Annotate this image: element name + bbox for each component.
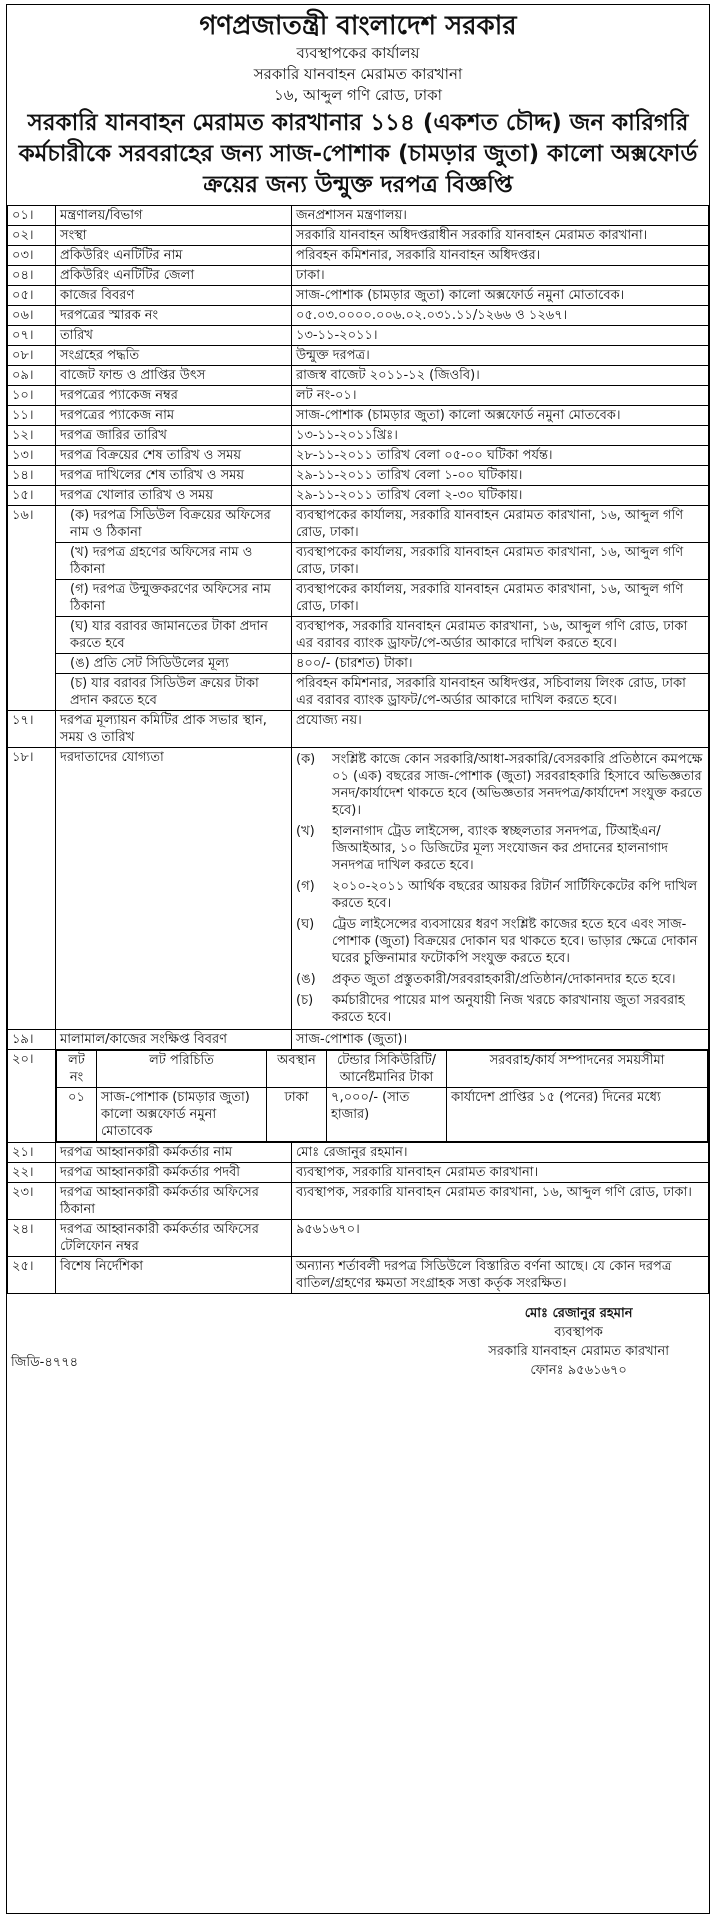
qualification-item [296, 969, 704, 990]
row-serial: ০১। [8, 206, 56, 226]
signatory-org: সরকারি যানবাহন মেরামত কারখানা [488, 1344, 669, 1359]
row-label: বাজেট ফান্ড ও প্রাপ্তির উৎস [56, 366, 292, 386]
govt-title: গণপ্রজাতন্ত্রী বাংলাদেশ সরকার [199, 11, 517, 41]
row-serial: ২২। [8, 1163, 56, 1183]
table-row [8, 1143, 709, 1163]
row-value: ব্যবস্থাপক, সরকারি যানবাহন মেরামত কারখানা, ১৬, আব্দুল গণি রোড, ঢাকা এর বরাবর ব্যাংক ড্রাফট/পে-অর্ডার আকারে দাখিল করতে হবে। [292, 617, 709, 654]
item-text: হালনাগাদ ট্রেড লাইসেন্স, ব্যাংক স্বচ্ছলতার সনদপত্র, টিআইএন/জিআইআর, ১০ ডিজিটের মূল্য সংযোজন কর প্রদানের হালনাগাদ সনদপত্র দাখিল করতে হবে। [332, 824, 668, 873]
row-value: ০৫.০৩.০০০০.০০৬.০২.০৩১.১১/১২৬৬ ও ১২৬৭। [292, 306, 709, 326]
row-label: দরপত্র আহ্বানকারী কর্মকর্তার পদবী [56, 1163, 292, 1183]
lot-header: টেন্ডার সিকিউরিটি/ আর্নেষ্টমানির টাকা [327, 1051, 447, 1088]
office-name: ব্যবস্থাপকের কার্যালয় [296, 44, 420, 62]
lot-header: অবস্থান [267, 1051, 327, 1088]
table-row [8, 1163, 709, 1183]
lot-header: সরবরাহ/কার্য সম্পাদনের সময়সীমা [447, 1051, 708, 1088]
tender-notice [6, 4, 710, 1914]
row-value: লট নং-০১। [292, 386, 709, 406]
row-label: মালামাল/কাজের সংক্ষিপ্ত বিবরণ [56, 1030, 292, 1050]
row-serial: ০৯। [8, 366, 56, 386]
lot-header-row [57, 1051, 708, 1088]
signatory-phone: ফোনঃ ৯৫৬১৬৭০ [530, 1363, 627, 1378]
row-serial: ১০। [8, 386, 56, 406]
row-value: রাজস্ব বাজেট ২০১১-১২ (জিওবি)। [292, 366, 709, 386]
row-serial: ০৮। [8, 346, 56, 366]
row-serial: ০৪। [8, 266, 56, 286]
lot-cell-value: ০১ [57, 1088, 97, 1142]
row-value: ২৯-১১-২০১১ তারিখ বেলা ১-০০ ঘটিকায়। [292, 466, 709, 486]
row-label: তারিখ [56, 326, 292, 346]
row-label: সংগ্রহের পদ্ধতি [56, 346, 292, 366]
row-label: দরপত্র জারির তারিখ [56, 426, 292, 446]
row-serial: ২৫। [8, 1257, 56, 1294]
row-serial: ০৬। [8, 306, 56, 326]
item-mark: (ঙ) [296, 972, 316, 987]
row-serial: ১৩। [8, 446, 56, 466]
item-mark: (খ) [296, 824, 315, 839]
table-row [8, 326, 709, 346]
row-value: উন্মুক্ত দরপত্র। [292, 346, 709, 366]
item-mark: (চ) [296, 993, 314, 1008]
signatory-title: ব্যবস্থাপক [554, 1325, 603, 1340]
row-value: ১৩-১১-২০১১। [292, 326, 709, 346]
row-label: দরপত্র দাখিলের শেষ তারিখ ও সময় [56, 466, 292, 486]
table-row-20 [8, 1050, 709, 1143]
table-row [8, 286, 709, 306]
row-label: (ক) দরপত্র সিডিউল বিক্রয়ের অফিসের নাম ও ঠিকানা [56, 506, 292, 543]
row-label: (গ) দরপত্র উন্মুক্তকরণের অফিসের নাম ঠিকানা [56, 580, 292, 617]
row-value: ব্যবস্থাপক, সরকারি যানবাহন মেরামত কারখানা। [292, 1163, 709, 1183]
row-label: দরপত্র আহ্বানকারী কর্মকর্তার অফিসের ঠিকানা [56, 1183, 292, 1220]
row-value: জনপ্রশাসন মন্ত্রণালয়। [292, 206, 709, 226]
row-label: দরপত্র আহ্বানকারী কর্মকর্তার নাম [56, 1143, 292, 1163]
table-row-16-item [8, 580, 709, 617]
row-value: পরিবহন কমিশনার, সরকারি যানবাহন অধিদপ্তর। [292, 246, 709, 266]
table-row [8, 386, 709, 406]
lot-header: লট নং [57, 1051, 97, 1088]
row-value: প্রযোজ্য নয়। [292, 711, 709, 748]
table-row-16-item [8, 654, 709, 674]
row-value: ৪০০/- (চারশত) টাকা। [292, 654, 709, 674]
table-row [8, 366, 709, 386]
row-label: দরপত্রের প্যাকেজ নাম [56, 406, 292, 426]
row-label: কাজের বিবরণ [56, 286, 292, 306]
tender-table [7, 205, 709, 1294]
row-value: সরকারি যানবাহন অধিদপ্তরাধীন সরকারি যানবাহন মেরামত কারখানা। [292, 226, 709, 246]
table-row-16-item [8, 674, 709, 711]
item-mark: (ক) [296, 752, 316, 767]
item-text: প্রকৃত জুতা প্রস্তুতকারী/সরবরাহকারী/প্রতিষ্ঠান/দোকানদার হতে হবে। [332, 972, 676, 987]
row-label: মন্ত্রণালয়/বিভাগ [56, 206, 292, 226]
row-serial: ০৫। [8, 286, 56, 306]
row-serial: ১৫। [8, 486, 56, 506]
row-value: ২৮-১১-২০১১ তারিখ বেলা ০৫-০০ ঘটিকা পর্যন্ত। [292, 446, 709, 466]
item-mark: (গ) [296, 879, 315, 894]
row-serial: ২০। [8, 1050, 56, 1143]
row-serial: ১৬। [8, 506, 56, 711]
org-name: সরকারি যানবাহন মেরামত কারখানা [253, 65, 463, 83]
row-serial: ১৯। [8, 1030, 56, 1050]
row-label: (খ) দরপত্র গ্রহণের অফিসের নাম ও ঠিকানা [56, 543, 292, 580]
row-label: (ঙ) প্রতি সেট সিডিউলের মূল্য [56, 654, 292, 674]
signatory-name: মোঃ রেজানুর রহমান [524, 1306, 633, 1321]
row-serial: ১৮। [8, 748, 56, 1030]
row-value: সাজ-পোশাক (চামড়ার জুতা) কালো অক্সফোর্ড নমুনা মোতবেক। [292, 406, 709, 426]
table-row [8, 711, 709, 748]
row-serial: ২১। [8, 1143, 56, 1163]
row-serial: ০৭। [8, 326, 56, 346]
row-value: ব্যবস্থাপক, সরকারি যানবাহন মেরামত কারখানা, ১৬, আব্দুল গণি রোড, ঢাকা। [292, 1183, 709, 1220]
table-row-16-item [8, 506, 709, 543]
table-row [8, 1257, 709, 1294]
row-label: বিশেষ নির্দেশিকা [56, 1257, 292, 1294]
row-label: (চ) যার বরাবর সিডিউল ক্রয়ের টাকা প্রদান করতে হবে [56, 674, 292, 711]
table-row [8, 1183, 709, 1220]
table-row [8, 206, 709, 226]
row-label: দরপত্র আহ্বানকারী কর্মকর্তার অফিসের টেলিফোন নম্বর [56, 1220, 292, 1257]
lot-table [56, 1050, 708, 1142]
signature-block [7, 1294, 709, 1380]
table-row [8, 246, 709, 266]
lot-cell-value: কার্যাদেশ প্রাপ্তির ১৫ (পনের) দিনের মধ্যে [447, 1088, 708, 1142]
row-label: দরপত্রের স্মারক নং [56, 306, 292, 326]
item-mark: (ঘ) [296, 917, 315, 932]
item-text: সংশ্লিষ্ট কাজে কোন সরকারি/আধা-সরকারি/বেসরকারি প্রতিষ্ঠানে কমপক্ষে ০১ (এক) বছরের সাজ-পোশাক (জুতা) সরবরাহকারি হিসাবে অভিজ্ঞতার সনদ/কার্যাদেশ থাকতে হবে (অভিজ্ঞতার সনদপত্র/কার্যাদেশ সংযুক্ত করতে হবে)। [332, 752, 703, 818]
row-value: ব্যবস্থাপকের কার্যালয়, সরকারি যানবাহন মেরামত কারখানা, ১৬, আব্দুল গণি রোড, ঢাকা। [292, 543, 709, 580]
qualification-list [292, 748, 709, 1030]
row-label: প্রকিউরিং এনটিটির জেলা [56, 266, 292, 286]
row-value: সাজ-পোশাক (জুতা)। [292, 1030, 709, 1050]
org-address: ১৬, আব্দুল গণি রোড, ঢাকা [274, 86, 442, 104]
row-label: প্রকিউরিং এনটিটির নাম [56, 246, 292, 266]
table-row [8, 346, 709, 366]
row-label: দরদাতাদের যোগ্যতা [56, 748, 292, 1030]
lot-cell [56, 1050, 709, 1143]
table-row [8, 486, 709, 506]
lot-data-row [57, 1088, 708, 1142]
table-row [8, 1220, 709, 1257]
row-label: সংস্থা [56, 226, 292, 246]
row-serial: ০২। [8, 226, 56, 246]
qualification-item [296, 876, 704, 914]
table-row [8, 1030, 709, 1050]
table-row [8, 306, 709, 326]
qualification-item [296, 914, 704, 969]
row-label: দরপত্র মূল্যায়ন কমিটির প্রাক সভার স্থান, সময় ও তারিখ [56, 711, 292, 748]
table-row-16-item [8, 543, 709, 580]
row-value: ১৩-১১-২০১১খ্রিঃ। [292, 426, 709, 446]
row-label: দরপত্র বিক্রয়ের শেষ তারিখ ও সময় [56, 446, 292, 466]
item-text: ট্রেড লাইসেন্সের ব্যবসায়ের ধরণ সংশ্লিষ্ট কাজের হতে হবে এবং সাজ-পোশাক (জুতা) বিক্রয়ের দোকান ঘর থাকতে হবে। ভাড়ার ক্ষেত্রে দোকান ঘরের চুক্তিনামার ফটোকপি সংযুক্ত করতে হবে। [332, 917, 698, 966]
row-label: দরপত্র খোলার তারিখ ও সময় [56, 486, 292, 506]
table-row [8, 406, 709, 426]
row-value: ঢাকা। [292, 266, 709, 286]
qualification-item [296, 821, 704, 876]
row-value: ব্যবস্থাপকের কার্যালয়, সরকারি যানবাহন মেরামত কারখানা, ১৬, আব্দুল গণি রোড, ঢাকা। [292, 580, 709, 617]
row-serial: ১২। [8, 426, 56, 446]
qualification-item [296, 749, 704, 821]
table-row [8, 466, 709, 486]
row-value: ৯৫৬১৬৭০। [292, 1220, 709, 1257]
row-value: পরিবহন কমিশনার, সরকারি যানবাহন অধিদপ্তর, সচিবালয় লিংক রোড, ঢাকা এর বরাবর ব্যাংক ড্রাফট/পে-অর্ডার আকারে দাখিল করতে হবে। [292, 674, 709, 711]
table-row-18 [8, 748, 709, 1030]
table-row [8, 226, 709, 246]
row-value: মোঃ রেজানুর রহমান। [292, 1143, 709, 1163]
table-row [8, 266, 709, 286]
lot-cell-value: ঢাকা [267, 1088, 327, 1142]
table-row [8, 426, 709, 446]
table-row [8, 446, 709, 466]
table-row-16-item [8, 617, 709, 654]
row-value: অন্যান্য শর্তাবলী দরপত্র সিডিউলে বিস্তারিত বর্ণনা আছে। যে কোন দরপত্র বাতিল/গ্রহণের ক্ষমতা সংগ্রাহক সত্তা কর্তৃক সংরক্ষিত। [292, 1257, 709, 1294]
row-value: সাজ-পোশাক (চামড়ার জুতা) কালো অক্সফোর্ড নমুনা মোতাবেক। [292, 286, 709, 306]
row-serial: ০৩। [8, 246, 56, 266]
row-serial: ১৪। [8, 466, 56, 486]
item-text: কর্মচারীদের পায়ের মাপ অনুযায়ী নিজ খরচে কারখানায় জুতা সরবরাহ করতে হবে। [332, 993, 685, 1025]
row-label: দরপত্রের প্যাকেজ নম্বর [56, 386, 292, 406]
row-serial: ২৪। [8, 1220, 56, 1257]
notice-header [7, 9, 709, 205]
row-serial: ১৭। [8, 711, 56, 748]
row-label: (ঘ) যার বরাবর জামানতের টাকা প্রদান করতে হবে [56, 617, 292, 654]
row-value: ব্যবস্থাপকের কার্যালয়, সরকারি যানবাহন মেরামত কারখানা, ১৬, আব্দুল গণি রোড, ঢাকা। [292, 506, 709, 543]
qualification-item [296, 990, 704, 1028]
notice-title: সরকারি যানবাহন মেরামত কারখানার ১১৪ (একশত চৌদ্দ) জন কারিগরি কর্মচারীকে সরবরাহের জন্য সাজ-পোশাক (চামড়ার জুতা) কালো অক্সফোর্ড ক্রয়ের জন্য উন্মুক্ত দরপত্র বিজ্ঞপ্তি [18, 110, 698, 198]
lot-cell-value: ৭,০০০/- (সাত হাজার) [327, 1088, 447, 1142]
lot-header: লট পরিচিতি [97, 1051, 267, 1088]
lot-cell-value: সাজ-পোশাক (চামড়ার জুতা) কালো অক্সফোর্ড নমুনা মোতাবেক [97, 1088, 267, 1142]
row-serial: ১১। [8, 406, 56, 426]
item-text: ২০১০-২০১১ আর্থিক বছরের আয়কর রিটার্ন সার্টিফিকেটের কপি দাখিল করতে হবে। [332, 879, 698, 911]
row-value: ২৯-১১-২০১১ তারিখ বেলা ২-৩০ ঘটিকায়। [292, 486, 709, 506]
row-serial: ২৩। [8, 1183, 56, 1220]
gd-number: জিডি-৪৭৭৪ [11, 1355, 79, 1370]
